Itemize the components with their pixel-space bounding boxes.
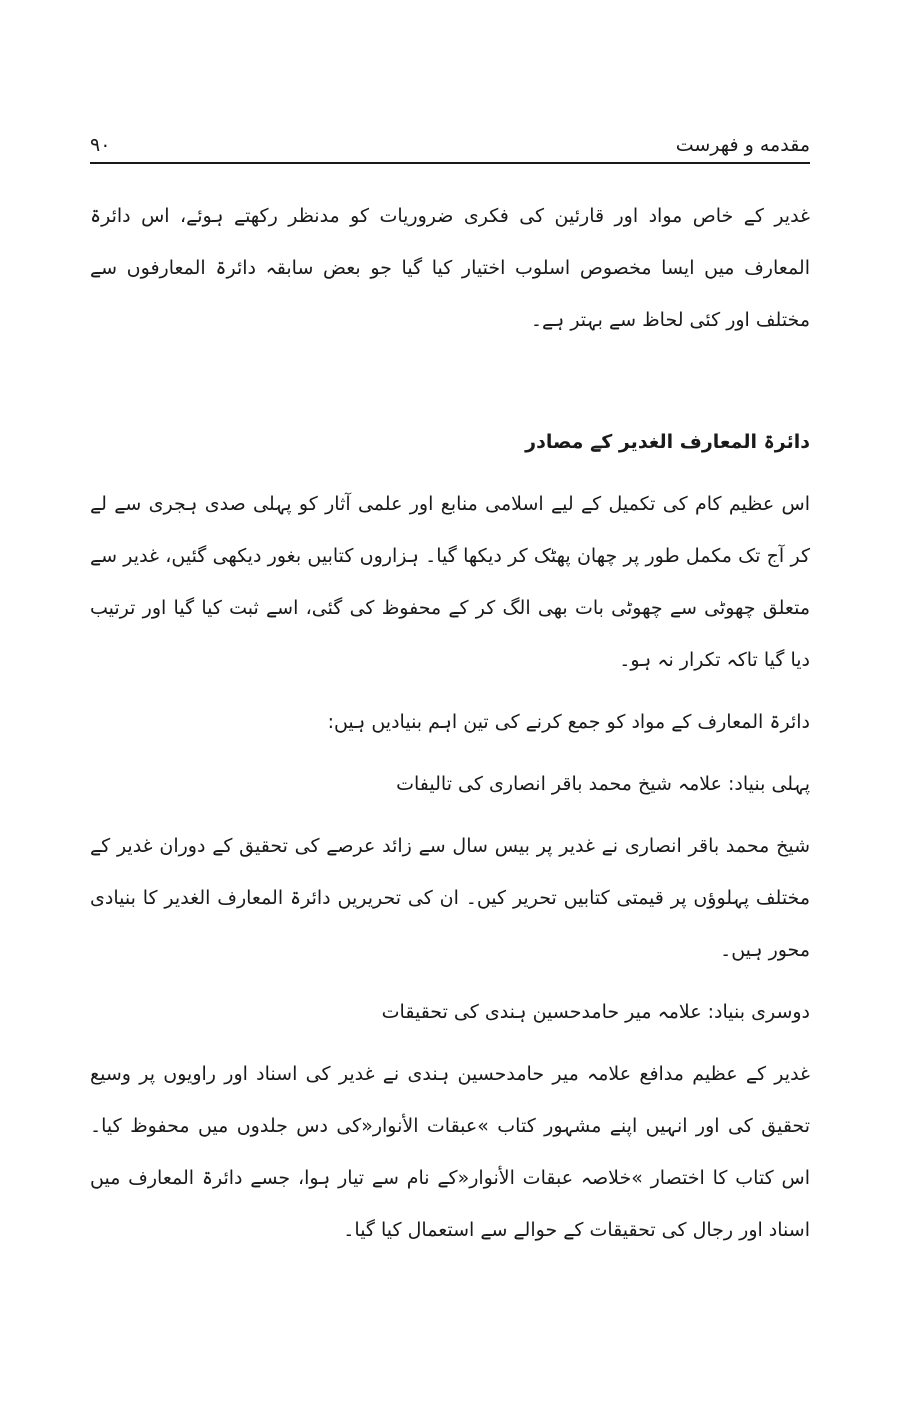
- running-title: مقدمه و فهرست: [675, 134, 810, 156]
- intro-paragraph: غدیر کے خاص مواد اور قارئین کی فکری ضروریات کو مدنظر رکھتے ہوئے، اس دائرۃ المعارف میں ایسا مخصوص اسلوب اختیار کیا گیا جو بعض سابقہ دائرۃ المعارفوں سے مختلف اور کئی لحاظ سے بہتر ہے۔: [90, 205, 810, 331]
- foundation-1-text: شیخ محمد باقر انصاری نے غدیر پر بیس سال سے زائد عرصے کی تحقیق کے دوران غدیر کے مختلف پہلوؤں پر قیمتی کتابیں تحریر کیں۔ ان کی تحریریں دائرۃ المعارف الغدیر کا بنیادی محور ہیں۔: [90, 835, 810, 961]
- section-heading: دائرۃ المعارف الغدیر کے مصادر: [525, 431, 810, 453]
- foundation-2-text: غدیر کے عظیم مدافع علامہ میر حامدحسین ہندی نے غدیر کی اسناد اور راویوں پر وسیع تحقیق کی اور انہیں اپنے مشہور کتاب »عبقات الأنوار«کی دس جلدوں میں محفوظ کیا۔ اس کتاب کا اختصار »خلاصہ عبقات الأنوار«کے نام سے تیار ہوا، جسے دائرۃ المعارف میں اسناد اور رجال کی تحقیقات کے حوالے سے استعمال کیا گیا۔: [90, 1063, 810, 1241]
- foundation-2-title: دوسری بنیاد: علامہ میر حامدحسین ہندی کی تحقیقات: [381, 1001, 810, 1023]
- book-page: [90, 130, 810, 1256]
- foundation-1-title: پہلی بنیاد: علامہ شیخ محمد باقر انصاری کی تالیفات: [396, 773, 810, 795]
- running-header: [90, 130, 810, 164]
- foundations-intro: دائرۃ المعارف کے مواد کو جمع کرنے کی تین اہم بنیادیں ہیں:: [327, 711, 810, 733]
- sources-paragraph: اس عظیم کام کی تکمیل کے لیے اسلامی منابع اور علمی آثار کو پہلی صدی ہجری سے لے کر آج تک مکمل طور پر چھان پھٹک کر دیکھا گیا۔ ہزاروں کتابیں بغور دیکھی گئیں، غدیر سے متعلق چھوٹی سے چھوٹی بات بھی الگ کر کے محفوظ کی گئی، اسے ثبت کیا گیا اور ترتیب دیا گیا تاکہ تکرار نہ ہو۔: [90, 493, 810, 671]
- page-number: ۹۰: [90, 134, 111, 156]
